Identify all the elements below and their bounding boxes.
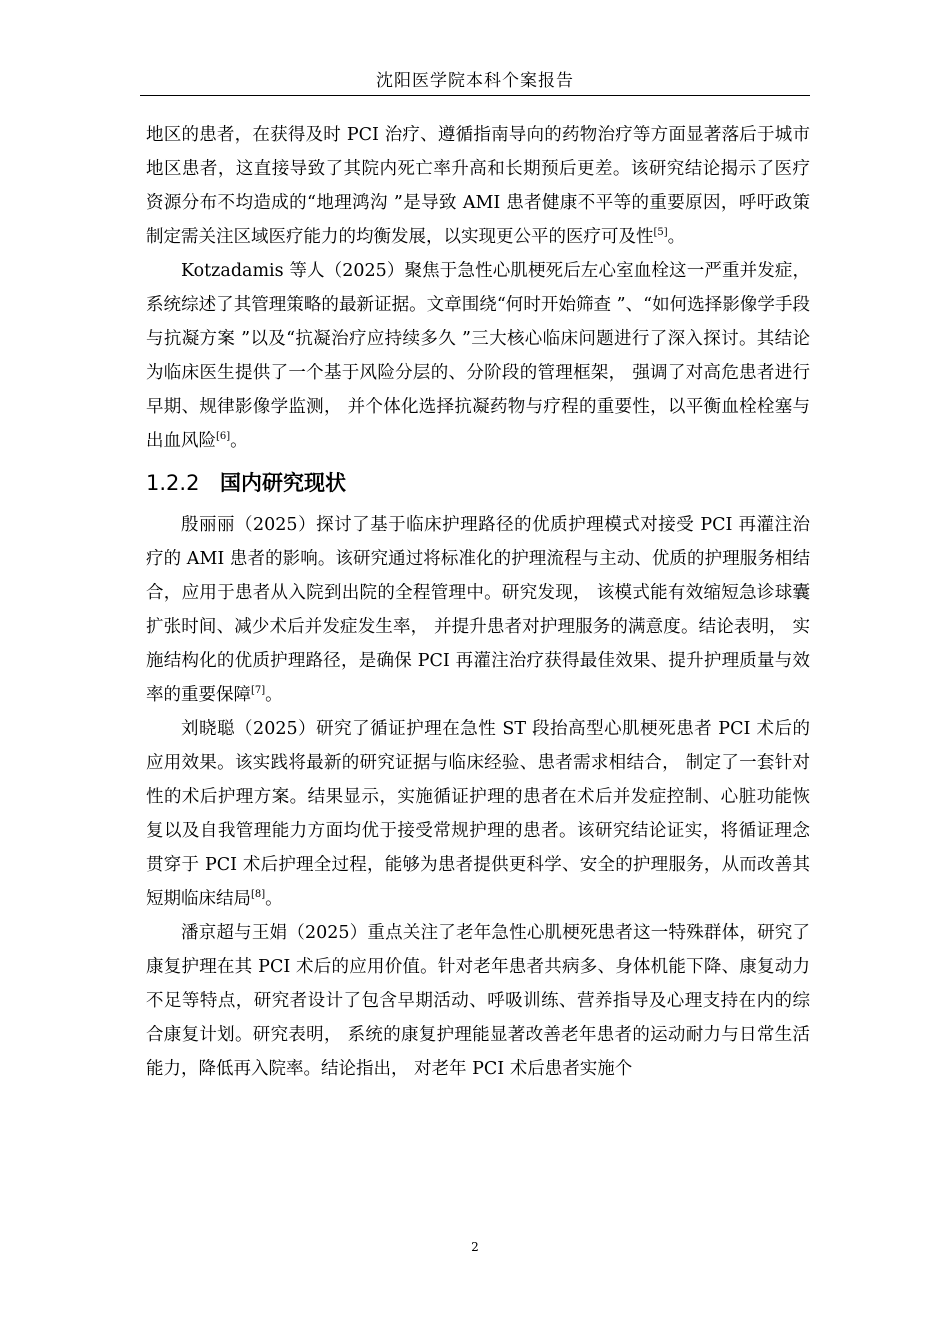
section-title: 国内研究现状 <box>220 471 346 495</box>
paragraph-end: 。 <box>265 889 283 909</box>
paragraph-yin-lili <box>146 508 810 712</box>
citation-ref: [6] <box>216 431 231 442</box>
paragraph-end: 。 <box>230 431 248 451</box>
paragraph-end: 。 <box>667 227 686 247</box>
header-rule <box>140 95 810 96</box>
paragraph-text: 潘京超与王娟（2025）重点关注了老年急性心肌梗死患者这一特殊群体，研究了康复护理在其 PCI 术后的应用价值。针对老年患者共病多、身体机能下降、康复动力不足等特点，研究者设计了包含早期活动、呼吸训练、营养指导及心理支持在内的综合康复计划。研究表明， 系统的康复护理能显著改善老年患者的运动耐力与日常生活能力，降低再入院率。结论指出， 对老年 PCI 术后患者实施个 <box>146 923 810 1079</box>
paragraph-text: 地区的患者，在获得及时 PCI 治疗、遵循指南导向的药物治疗等方面显著落后于城市地区患者，这直接导致了其院内死亡率升高和长期预后更差。该研究结论揭示了医疗资源分布不均造成的“地理鸿沟 ”是导致 AMI 患者健康不平等的重要原因，呼吁政策制定需关注区域医疗能力的均衡发展，以实现更公平的医疗可及性 <box>146 125 810 247</box>
citation-ref: [8] <box>251 889 266 900</box>
paragraph-regional-disparity <box>146 118 810 254</box>
running-header: 沈阳医学院本科个案报告 <box>376 71 574 91</box>
section-heading <box>146 458 810 508</box>
paragraph-end: 。 <box>265 685 283 705</box>
page-number: 2 <box>471 1240 479 1254</box>
section-number: 1.2.2 <box>146 471 200 495</box>
page-body <box>146 118 810 1086</box>
paragraph-text: 殷丽丽（2025）探讨了基于临床护理路径的优质护理模式对接受 PCI 再灌注治疗的 AMI 患者的影响。该研究通过将标准化的护理流程与主动、优质的护理服务相结合，应用于患者从入院到出院的全程管理中。研究发现， 该模式能有效缩短急诊球囊扩张时间、减少术后并发症发生率， 并提升患者对护理服务的满意度。结论表明， 实施结构化的优质护理路径，是确保 PCI 再灌注治疗获得最佳效果、提升护理质量与效率的重要保障 <box>146 515 810 705</box>
paragraph-kotzadamis <box>146 254 810 458</box>
paragraph-pan-jingchao <box>146 916 810 1086</box>
citation-ref: [7] <box>251 685 266 696</box>
paragraph-text: 刘晓聪（2025）研究了循证护理在急性 ST 段抬高型心肌梗死患者 PCI 术后的应用效果。该实践将最新的研究证据与临床经验、患者需求相结合， 制定了一套针对性的术后护理方案。结果显示，实施循证护理的患者在术后并发症控制、心脏功能恢复以及自我管理能力方面均优于接受常规护理的患者。该研究结论证实，将循证理念贯穿于 PCI 术后护理全过程，能够为患者提供更科学、安全的护理服务，从而改善其短期临床结局 <box>146 719 810 909</box>
citation-ref: [5] <box>653 227 668 238</box>
paragraph-text: Kotzadamis 等人（2025）聚焦于急性心肌梗死后左心室血栓这一严重并发症，系统综述了其管理策略的最新证据。文章围绕“何时开始筛查 ”、“如何选择影像学手段与抗凝方案 ”以及“抗凝治疗应持续多久 ”三大核心临床问题进行了深入探讨。其结论为临床医生提供了一个基于风险分层的、分阶段的管理框架， 强调了对高危患者进行早期、规律影像学监测， 并个体化选择抗凝药物与疗程的重要性，以平衡血栓栓塞与出血风险 <box>146 261 810 451</box>
paragraph-liu-xiaocong <box>146 712 810 916</box>
